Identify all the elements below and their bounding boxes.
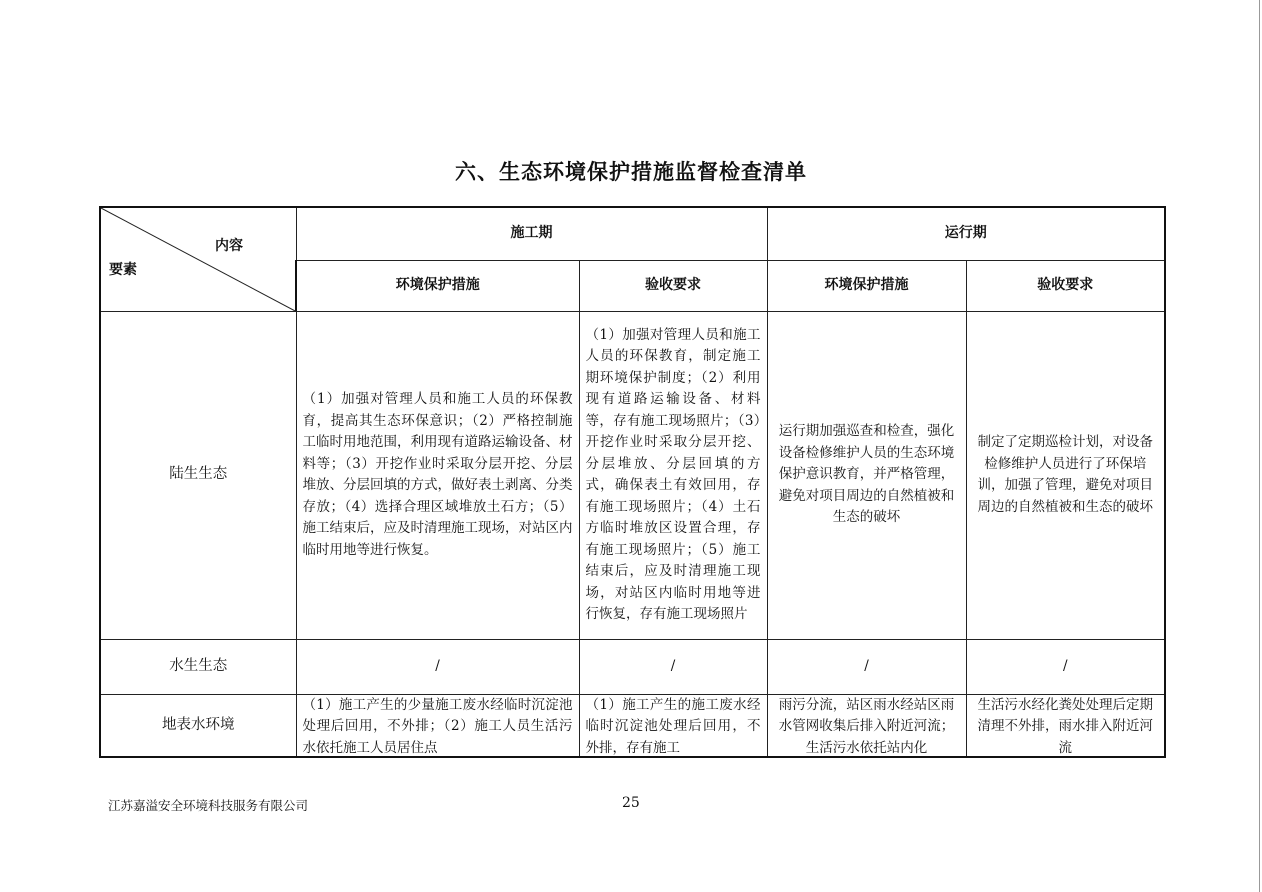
page-title: 六、生态环境保护措施监督检查清单 (455, 160, 807, 184)
cell-construction-measures (296, 694, 579, 757)
cell-operation-acceptance (966, 694, 1165, 757)
corner-header-cell (100, 207, 296, 311)
construction-acceptance-header: 验收要求 (579, 260, 767, 311)
cell-construction-measures: （1）加强对管理人员和施工人员的环保教育，提高其生态环保意识；（2）严格控制施工临时用地范围，利用现有道路运输设备、材料等；（3）开挖作业时采取分层开挖、分层堆放、分层回填的方式，做好表土剥离、分类存放；（4）选择合理区域堆放土石方；（5）施工结束后，应及时清理施工现场，对站区内临时用地等进行恢复。 (296, 311, 579, 639)
cell-operation-measures (767, 694, 966, 757)
corner-element-label: 要素 (109, 262, 137, 278)
cell-operation-measures: 运行期加强巡查和检查，强化设备检修维护人员的生态环境保护意识教育，并严格管理，避免对项目周边的自然植被和生态的破坏 (767, 311, 966, 639)
cell-construction-measures: / (296, 639, 579, 694)
header-row-period (100, 207, 1165, 260)
row-element-surface-water (100, 694, 296, 757)
row-element-aquatic: 水生生态 (100, 639, 296, 694)
construction-measures-header: 环境保护措施 (296, 260, 579, 311)
footer-company-name: 江苏嘉溢安全环境科技服务有限公司 (108, 798, 309, 813)
cell-construction-acceptance: / (579, 639, 767, 694)
supervision-checklist-table (99, 206, 1166, 758)
corner-content-label: 内容 (215, 238, 243, 254)
operation-measures-header: 环境保护措施 (767, 260, 966, 311)
cell-text: 生活污水经化粪处处理后定期清理不外排，雨水排入附近河流 (977, 696, 1153, 756)
row-element-terrestrial: 陆生生态 (100, 311, 296, 639)
cell-text: 雨污分流，站区雨水经站区雨水管网收集后排入附近河流；生活污水依托站内化 (778, 696, 955, 756)
table-row (100, 639, 1165, 694)
cell-construction-acceptance (579, 694, 767, 757)
cell-operation-acceptance: / (966, 639, 1165, 694)
operation-period-header: 运行期 (767, 207, 1165, 260)
construction-period-header: 施工期 (296, 207, 767, 260)
cell-operation-measures: / (767, 639, 966, 694)
cell-construction-acceptance: （1）加强对管理人员和施工人员的环保教育，制定施工期环境保护制度；（2）利用现有道路运输设备、材料等，存有施工现场照片；（3）开挖作业时采取分层开挖、分层堆放、分层回填的方式，确保表土有效回用，存有施工现场照片；（4）土石方临时堆放区设置合理，存有施工现场照片；（5）施工结束后，应及时清理施工现场，对站区内临时用地等进行恢复，存有施工现场照片 (579, 311, 767, 639)
footer-page-number: 25 (622, 795, 640, 811)
page-edge-line (1259, 0, 1260, 892)
table-row (100, 694, 1165, 757)
cell-operation-acceptance: 制定了定期巡检计划，对设备检修维护人员进行了环保培训，加强了管理，避免对项目周边的自然植被和生态的破坏 (966, 311, 1165, 639)
operation-acceptance-header: 验收要求 (966, 260, 1165, 311)
table-row (100, 311, 1165, 639)
row-element-label: 地表水环境 (162, 716, 235, 733)
cell-text: （1）施工产生的施工废水经临时沉淀池处理后回用，不外排，存有施工 (585, 696, 761, 756)
cell-text: （1）施工产生的少量施工废水经临时沉淀池处理后回用，不外排；（2）施工人员生活污水依托施工人员居住点 (302, 696, 573, 756)
